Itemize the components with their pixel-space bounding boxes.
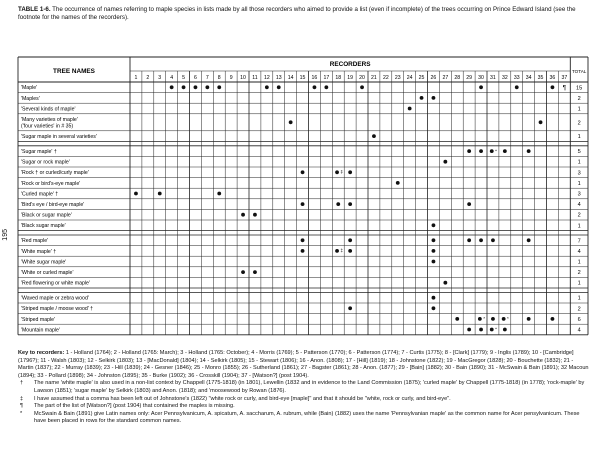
- total-header: TOTAL: [571, 69, 587, 74]
- footnote-dagger: [18, 380, 590, 395]
- record-dot: [158, 192, 162, 196]
- tree-name: 'Sugar or rock maple': [21, 159, 70, 166]
- record-dot: [348, 249, 352, 253]
- record-dot: [289, 120, 293, 124]
- footnote-mark: †: [20, 380, 24, 387]
- row-total: 2: [577, 306, 581, 313]
- record-dot: [432, 223, 436, 227]
- record-dot: [503, 149, 507, 153]
- row-total: 1: [577, 259, 581, 266]
- record-dot: [372, 134, 376, 138]
- record-dot: [241, 213, 245, 217]
- record-mark-symbol: *: [507, 316, 509, 322]
- row-total: 2: [577, 95, 581, 102]
- record-dot: [348, 170, 352, 174]
- tree-name: 'White sugar maple': [21, 259, 67, 266]
- row-total: 1: [577, 134, 581, 141]
- record-dot: [490, 328, 494, 332]
- tree-names-header: TREE NAMES: [53, 68, 95, 75]
- recorder-number: 32: [501, 75, 508, 81]
- recorder-number: 16: [311, 75, 318, 81]
- recorder-number: 4: [170, 75, 174, 81]
- tree-name: 'Sugar maple' †: [21, 149, 57, 155]
- record-dot: [217, 85, 221, 89]
- row-total: 4: [577, 248, 581, 255]
- record-dot: [479, 149, 483, 153]
- recorder-number: 31: [490, 75, 496, 81]
- record-dot: [467, 149, 471, 153]
- record-dot: [301, 170, 305, 174]
- record-dot: [205, 85, 209, 89]
- record-dot: [348, 202, 352, 206]
- recorder-number: 24: [406, 75, 413, 81]
- footnote-pilcrow: [18, 403, 590, 411]
- row-total: 1: [577, 180, 581, 187]
- recorder-number: 33: [513, 75, 520, 81]
- recorder-number: 35: [537, 75, 544, 81]
- record-dot: [467, 328, 471, 332]
- caption-text: The occurrence of names referring to maple species in lists made by all those recorders who aimed to provide a list (even if incomplete) of the trees occurring on Prince Edward Island (see the footnote for the names of the recorders).: [18, 6, 576, 22]
- record-dot: [479, 238, 483, 242]
- recorder-number: 23: [394, 75, 401, 81]
- row-total: 1: [577, 159, 581, 166]
- record-dot: [170, 85, 174, 89]
- recorder-number: 37: [561, 75, 568, 81]
- tree-name: 'Maple': [21, 85, 38, 92]
- tree-name: 'Maples': [21, 95, 40, 102]
- recorder-number: 28: [454, 75, 461, 81]
- recorder-number: 2: [146, 75, 150, 81]
- record-dot: [253, 270, 257, 274]
- record-dot: [467, 202, 471, 206]
- recorder-number: 9: [229, 75, 233, 81]
- tree-name: 'Bird's eye / bird-eye maple': [21, 202, 85, 208]
- record-dot: [134, 192, 138, 196]
- record-dot: [432, 296, 436, 300]
- record-dot: [313, 85, 317, 89]
- recorder-number: 25: [418, 75, 425, 81]
- tree-name: 'Several kinds of maple': [21, 106, 76, 113]
- record-dot: [491, 317, 495, 321]
- tree-name: 'Striped maple / moose wood' †: [21, 306, 94, 313]
- row-total: 2: [577, 120, 581, 127]
- record-dot: [348, 238, 352, 242]
- key-text: 1 - Holland (1764); 2 - Holland (1765: March); 3 - Holland (1765: October); 4 - Morris (1769); 5 - Patterson (1770); 6 - Patterson (1774); 7 - Curtis (1775); 8 - [Clark] (1779); 9 - Inglis (1789); 10 - [Cambridge](1796?); 11 - Walsh (1803); 12 - Selkirk (1803); 13 - [MacDonald] (1804); 14 - Selkirk (1805); 15 - Stewart (1806); 16 - Anon. (1808); 17 - [Hill] (1819); 18 - Johnstone (1822); 19 - MacGregor (1828); 20 - Bouchette (1832); 21 - Martin (1837); 22 - Murray (1839); 23 - Hill (1839); 24 - Gesner (1846); 25 - Monro (1855); 26 - Sutherland (1861); 27 - Bagster (1861); 28 - Anon. (1877); 29 - [Bain] (1882); 30 - Bain (1890); 31 - McSwain & Bain (1891); 32 Macoun (1894); 33 - Pollard (1898); 34 - Johnston (1895); 35 - Burke (1902); 36 - Crosskill (1904); 37 - [Watson?] (post 1904).: [18, 350, 589, 379]
- footnote-mark: *: [20, 410, 23, 417]
- record-dot: [527, 317, 531, 321]
- row-total: 4: [577, 202, 581, 209]
- record-dot: [527, 149, 531, 153]
- record-mark-symbol: ‡: [340, 169, 344, 175]
- recorders-header: RECORDERS: [329, 61, 371, 68]
- recorder-number: 8: [217, 75, 221, 81]
- recorder-number: 36: [549, 75, 556, 81]
- recorder-number: 10: [240, 75, 246, 81]
- recorder-number: 21: [371, 75, 377, 81]
- page-number: 195: [2, 229, 9, 241]
- footnote-text: I have assumed that a comma has been left out of Johnstone's (1822) "white rock or curly, and bird-eye [maple]" and that it should be "white, rock or curly, and bird-eye".: [34, 395, 451, 402]
- record-dot: [396, 181, 400, 185]
- row-total: 5: [577, 149, 581, 156]
- tree-name: 'Rock † or curled/curly maple': [21, 170, 89, 177]
- recorder-number: 3: [158, 75, 162, 81]
- footnote-text: The part of the list of [Watson?] (post 1904) that contained the maples is missing.: [34, 403, 235, 410]
- record-dot: [503, 328, 507, 332]
- record-dot: [539, 120, 543, 124]
- recorder-number: 6: [194, 75, 197, 81]
- record-dot: [194, 85, 198, 89]
- recorder-number: 18: [335, 75, 342, 81]
- footnote-asterisk: [18, 411, 590, 426]
- record-dot: [335, 249, 339, 253]
- record-dot: [432, 238, 436, 242]
- record-dot: [408, 107, 412, 111]
- record-dot: [336, 202, 340, 206]
- record-dot: [467, 238, 471, 242]
- recorder-number: 29: [466, 75, 473, 81]
- record-dot: [443, 160, 447, 164]
- record-dot: [432, 96, 436, 100]
- row-total: 1: [577, 106, 581, 113]
- record-dot: [335, 170, 339, 174]
- row-total: 4: [577, 327, 581, 334]
- recorder-key: [18, 350, 590, 380]
- row-total: 1: [577, 280, 581, 287]
- record-dot: [217, 192, 221, 196]
- recorder-number: 26: [430, 75, 437, 81]
- record-dot: [253, 213, 257, 217]
- recorder-number: 12: [263, 75, 270, 81]
- recorder-number: 17: [323, 75, 330, 81]
- footnote-text: McSwain & Bain (1891) give Latin names only: Acer Pennsylvanicum, A. spicatum, A. saccharum, A. rubrum, while (Bain) (1882) uses the name 'Pennsylvanian maple' as the common name for Acer pensylvanicum. These have been placed in rows for the standard common names.: [34, 410, 580, 425]
- footnotes: [18, 350, 590, 426]
- record-dot: [515, 85, 519, 89]
- record-dot: [490, 149, 494, 153]
- tree-name: 'Sugar maple in several varieties': [21, 134, 97, 140]
- record-dot: [551, 317, 555, 321]
- record-dot: [265, 85, 269, 89]
- recorder-number: 22: [382, 75, 389, 81]
- row-total: 7: [577, 238, 581, 245]
- row-total: 1: [577, 223, 581, 230]
- table-label: TABLE 1-6.: [18, 6, 51, 13]
- footnote-mark: ¶: [20, 403, 24, 410]
- recorder-number: 13: [275, 75, 282, 81]
- record-dot: [491, 238, 495, 242]
- row-total: 2: [577, 270, 581, 277]
- tree-name: 'Rock or bird's-eye maple': [21, 180, 81, 187]
- record-dot: [432, 306, 436, 310]
- row-total: 6: [577, 316, 581, 323]
- record-dot: [502, 317, 506, 321]
- record-dot: [301, 202, 305, 206]
- tree-name: 'Striped maple': [21, 316, 55, 323]
- recorder-number: 11: [252, 75, 258, 81]
- row-total: 3: [577, 191, 581, 198]
- record-mark-symbol: ¶: [562, 85, 566, 92]
- tree-name: 'White maple' †: [21, 248, 57, 255]
- row-total: 3: [577, 170, 581, 177]
- footnote-double-dagger: [18, 396, 590, 404]
- recorder-number: 15: [299, 75, 306, 81]
- row-total: 2: [577, 212, 581, 219]
- record-dot: [182, 85, 186, 89]
- key-label: Key to recorders:: [18, 350, 65, 356]
- footnote-text: The name 'white maple' is also used in a non-list context by Chappell (1775-1818) (in 1801), Lewellin (1832 and in evidence to the Land Commission (1875); 'curled maple' by Chappell (1775-1818) (in 1778); 'rock-maple' by Lawson (1851); 'sugar maple' by Selkirk (1803) and Anon. (1818); and 'moosewood by Rowan (1876).: [34, 380, 585, 394]
- tree-name: 'Waved maple or zebra wood': [21, 295, 89, 302]
- record-dot: [301, 238, 305, 242]
- recorder-number: 7: [205, 75, 209, 81]
- recorder-number: 34: [525, 75, 532, 81]
- recorder-number: 1: [134, 75, 138, 81]
- tree-name: 'Red maple': [21, 238, 49, 245]
- record-dot: [432, 260, 436, 264]
- tree-name: 'Curled maple' †: [21, 191, 59, 198]
- recorder-number: 5: [182, 75, 185, 81]
- recorder-number: 14: [287, 75, 294, 81]
- recorder-number: 19: [347, 75, 354, 81]
- recorder-number: 27: [442, 75, 449, 81]
- record-dot: [551, 85, 555, 89]
- record-dot: [527, 238, 531, 242]
- footnote-mark: ‡: [20, 395, 24, 402]
- record-mark-symbol: ‡: [340, 248, 344, 254]
- record-dot: [360, 85, 364, 89]
- record-dot: [443, 281, 447, 285]
- record-dot: [479, 85, 483, 89]
- tree-name: 'Red flowering or white maple': [21, 280, 90, 287]
- tree-name: 'White or curled maple': [21, 270, 74, 276]
- recorder-number: 30: [478, 75, 484, 81]
- record-dot: [432, 249, 436, 253]
- tree-name: 'Many varieties of maple' ('four varieties' in # 35): [21, 116, 78, 130]
- record-dot: [479, 328, 483, 332]
- recorder-number: 20: [359, 75, 365, 81]
- record-mark-symbol: *: [495, 148, 497, 154]
- record-mark-symbol: *: [483, 316, 486, 322]
- tree-name: 'Black sugar maple': [21, 223, 66, 230]
- tree-name: 'Black or sugar maple': [21, 212, 72, 219]
- record-dot: [301, 249, 305, 253]
- row-total: 15: [576, 85, 583, 92]
- tree-name: 'Mountain maple': [21, 327, 60, 334]
- record-dot: [277, 85, 281, 89]
- record-mark-symbol: *: [495, 326, 497, 332]
- record-dot: [420, 96, 424, 100]
- row-total: 1: [577, 295, 581, 302]
- record-dot: [241, 270, 245, 274]
- record-dot: [348, 306, 352, 310]
- record-dot: [455, 317, 459, 321]
- record-dot: [478, 317, 482, 321]
- record-dot: [324, 85, 328, 89]
